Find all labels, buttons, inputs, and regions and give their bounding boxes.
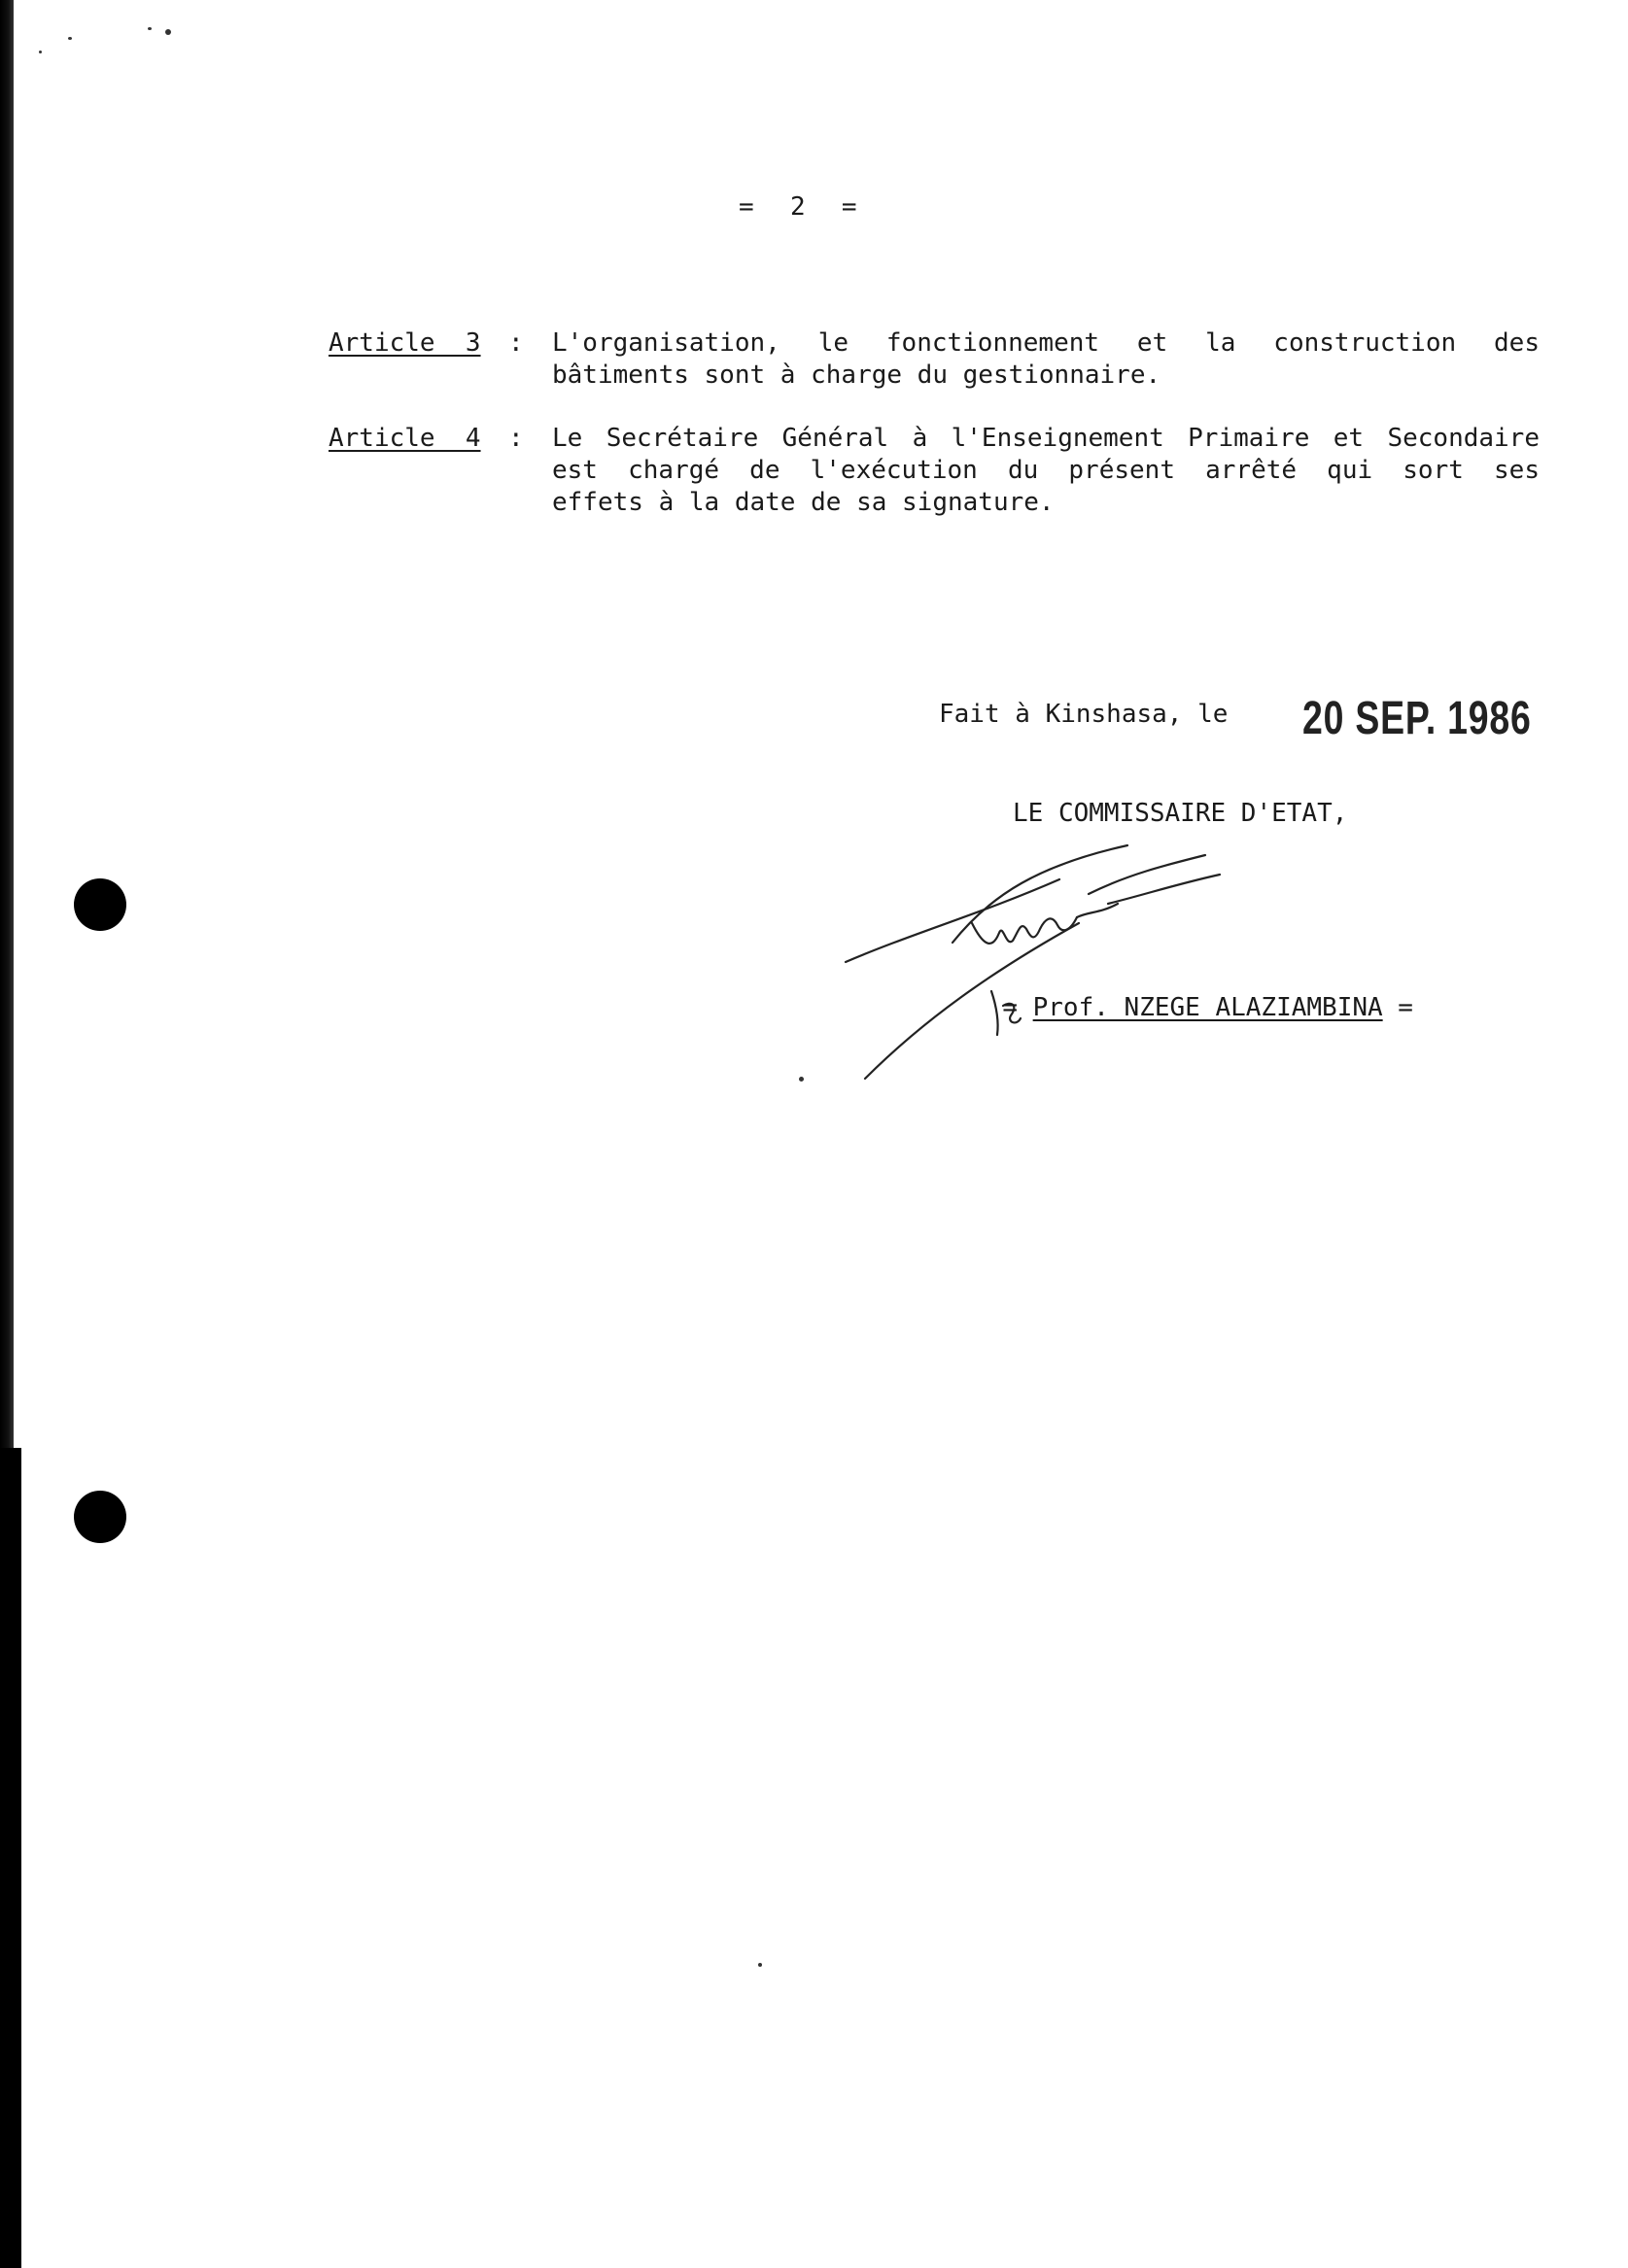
punch-hole-bottom <box>74 1491 126 1543</box>
article-3-line-1: L'organisation, le fonctionnement et la construction des <box>552 328 1540 358</box>
punch-hole-top <box>74 878 126 931</box>
scan-speck <box>68 37 72 40</box>
signatory-title: LE COMMISSAIRE D'ETAT, <box>1013 799 1348 828</box>
article-3 <box>329 327 1543 395</box>
signatory-name: Prof. NZEGE ALAZIAMBINA <box>1032 993 1383 1022</box>
article-3-text <box>552 327 1540 392</box>
article-4-line-3: effets à la date de sa signature. <box>552 488 1055 517</box>
scan-speck <box>39 51 42 53</box>
place-line: Fait à Kinshasa, le <box>939 700 1229 729</box>
article-4 <box>329 423 1543 525</box>
signatory-name-line <box>972 964 1413 1022</box>
article-4-label: Article 4 <box>329 424 481 453</box>
scan-speck <box>799 1077 804 1082</box>
scan-speck <box>758 1963 762 1967</box>
name-suffix: = <box>1382 993 1413 1022</box>
article-4-text <box>552 423 1540 519</box>
name-prefix: = <box>1002 993 1033 1022</box>
scan-left-edge-lower <box>0 1448 21 2268</box>
article-4-line-2: est chargé de l'exécution du présent arrêté qui sort ses <box>552 456 1540 485</box>
article-3-colon: : <box>508 328 524 358</box>
article-3-label: Article 3 <box>329 328 481 358</box>
scan-speck <box>165 29 171 35</box>
scan-speck <box>148 27 152 30</box>
date-stamp: 20 SEP. 1986 <box>1302 693 1532 744</box>
page-number: = 2 = <box>739 192 859 222</box>
article-4-line-1: Le Secrétaire Général à l'Enseignement Primaire et Secondaire <box>552 424 1540 453</box>
article-3-line-2: bâtiments sont à charge du gestionnaire. <box>552 361 1161 390</box>
article-4-colon: : <box>508 424 524 453</box>
